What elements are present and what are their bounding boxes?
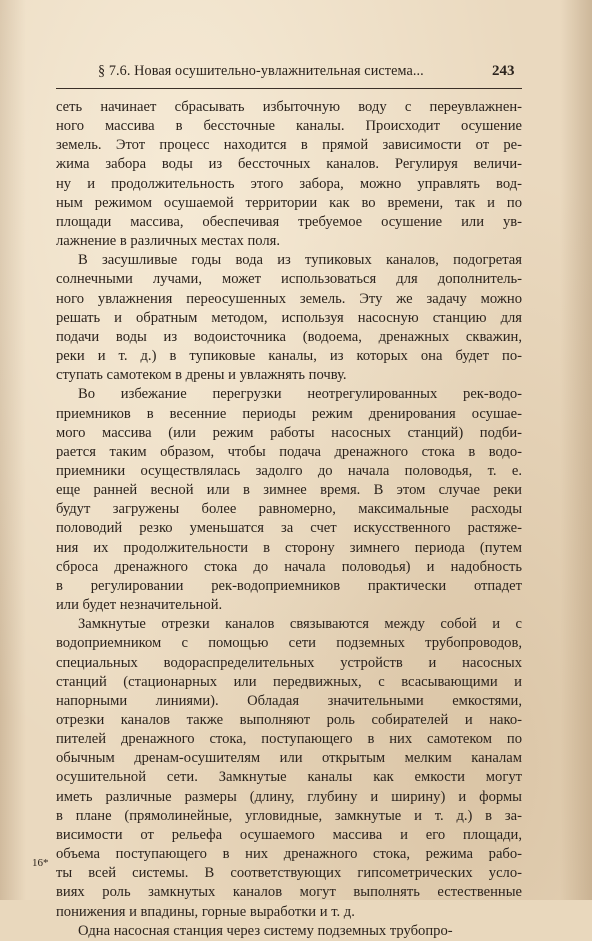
text-line: земель. Этот процесс находится в прямой зависимости от ре- [56, 137, 522, 154]
body-text [56, 98, 522, 941]
text-line: площади массива, обеспечивая требуемое осушение или ув- [56, 213, 522, 230]
running-head: § 7.6. Новая осушительно-увлажнительная система... [98, 63, 424, 79]
text-line: или будет незначительной. [56, 597, 223, 614]
text-line: в плане (прямолинейные, угловидные, замкнутые и т. д.) в за- [56, 807, 522, 824]
text-line: висимости от рельефа осушаемого массива и его площади, [56, 826, 522, 843]
text-line: ным режимом осушаемой территории как во времени, так и по [56, 194, 522, 211]
text-line: мого массива (или режим работы насосных станций) подби- [56, 424, 522, 441]
text-line: ну и продолжительность этого забора, можно управлять вод- [56, 175, 522, 192]
text-line: ного массива в бессточные каналы. Происходит осушение [56, 118, 522, 135]
header-rule [56, 88, 522, 89]
text-line: осушительной сети. Замкнутые каналы как емкости могут [56, 769, 522, 786]
text-line: в регулировании рек-водоприемников практически отпадет [56, 577, 522, 594]
text-line: специальных водораспределительных устройств и насосных [56, 654, 522, 671]
paragraph [56, 251, 522, 385]
paragraph [56, 385, 522, 615]
text-line: ного увлажнения переосушенных земель. Эту же задачу можно [56, 290, 522, 307]
text-line: реки и т. д.) в тупиковые каналы, из которых она будет по- [56, 348, 522, 365]
text-line: лажнение в различных местах поля. [56, 233, 281, 250]
text-line: обычным дренам-осушителям или открытым мелким каналам [56, 750, 522, 767]
text-line: Одна насосная станция через систему подземных трубопро- [78, 922, 453, 939]
paragraph [56, 922, 522, 941]
text-line: водоприемником с помощью сети подземных трубопроводов, [56, 635, 522, 652]
text-line: Во избежание перегрузки неотрегулированных рек-водо- [78, 386, 522, 403]
paragraph [56, 98, 522, 251]
text-line: сеть начинает сбрасывать избыточную воду с переувлажнен- [56, 99, 522, 115]
paragraph [56, 615, 522, 922]
text-line: иметь различные размеры (длину, глубину и ширину) и формы [56, 788, 522, 805]
text-line: отрезки каналов также выполняют роль собирателей и нако- [56, 712, 522, 728]
text-line: жима забора воды из бессточных каналов. Регулируя величи- [56, 156, 522, 173]
page-number: 243 [492, 63, 515, 79]
text-line: ния их продолжительности в сторону зимнего периода (путем [56, 539, 522, 556]
text-line: станций (стационарных или передвижных, с всасывающими и [56, 673, 522, 690]
text-line: В засушливые годы вода из тупиковых каналов, подогретая [78, 252, 522, 269]
text-line: рается таким образом, чтобы подача дренажного стока в водо- [56, 443, 522, 460]
text-line: объема поступающего в них дренажного стока, режима рабо- [56, 846, 522, 863]
text-line: половодий резко уменьшатся за счет искусственного растяже- [56, 520, 522, 537]
text-line: пителей дренажного стока, поступающего в них самотеком по [56, 731, 522, 748]
text-line: Замкнутые отрезки каналов связываются между собой и с [78, 616, 522, 633]
text-line: ты всей системы. В соответствующих гипсометрических усло- [56, 865, 522, 882]
text-line: приемники осуществлялась задолго до начала половодья, т. е. [56, 462, 522, 479]
text-line: солнечными лучами, может использоваться для дополнитель- [56, 271, 522, 288]
text-line: подачи воды из водоисточника (водоема, дренажных скважин, [56, 328, 522, 345]
text-line: будут загружены более равномерно, максимальные расходы [56, 501, 522, 518]
text-line: ступать самотеком в дрены и увлажнять почву. [56, 367, 347, 384]
text-line: понижения и впадины, горные выработки и т. д. [56, 903, 355, 920]
text-line: решать и обратным методом, используя насосную станцию для [56, 309, 522, 326]
text-line: еще ранней весной или в зимнее время. В этом случае реки [56, 482, 522, 499]
text-line: напорными линиями). Обладая значительными емкостями, [56, 692, 522, 709]
text-line: сброса дренажного стока до начала половодья) и надобность [56, 558, 522, 575]
text-line: приемников в весенние периоды режим дренирования осушае- [56, 405, 522, 422]
text-line: виях роль замкнутых каналов могут выполнять естественные [56, 884, 522, 901]
signature-mark: 16* [32, 857, 49, 869]
